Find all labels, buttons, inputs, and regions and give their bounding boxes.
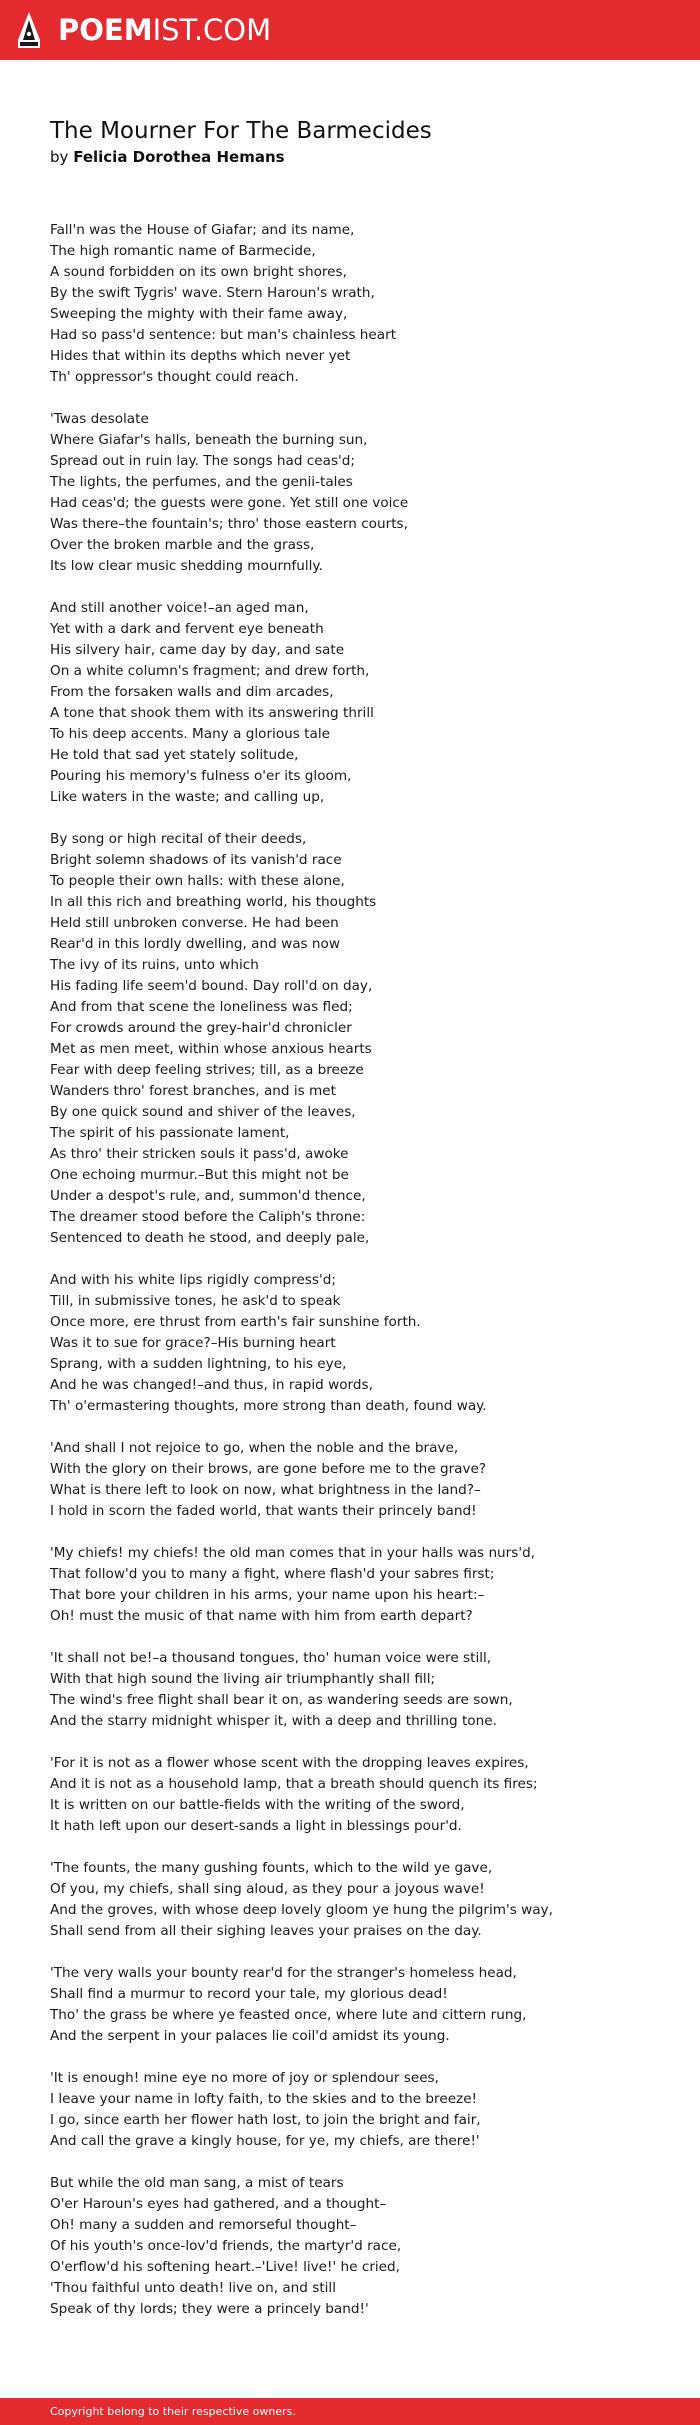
poem-line: To people their own halls: with these alone, (50, 873, 345, 889)
poem-line: I go, since earth her flower hath lost, to join the bright and fair, (50, 2112, 481, 2128)
site-logo-text[interactable] (58, 13, 271, 47)
poem-line: Under a despot's rule, and, summon'd thence, (50, 1188, 366, 1204)
poem-line: Th' o'ermastering thoughts, more strong than death, found way. (50, 1398, 487, 1414)
poem-line: Of his youth's once-lov'd friends, the martyr'd race, (50, 2238, 402, 2254)
poem-line: His silvery hair, came day by day, and sate (50, 642, 345, 658)
poem-line: Like waters in the waste; and calling up, (50, 789, 325, 805)
stanza (50, 1858, 670, 1942)
stanza (50, 2068, 670, 2152)
poem-line: O'erflow'd his softening heart.–'Live! live!' he cried, (50, 2259, 400, 2275)
poem-line: To his deep accents. Many a glorious tale (50, 726, 330, 742)
stanza (50, 220, 670, 388)
poem-line: That follow'd you to many a fight, where flash'd your sabres first; (50, 1566, 495, 1582)
poem-line: Sweeping the mighty with their fame away, (50, 306, 348, 322)
poem-line: Shall find a murmur to record your tale, my glorious dead! (50, 1986, 448, 2002)
poem-line: 'Twas desolate (50, 411, 149, 427)
poem-line: As thro' their stricken souls it pass'd, awoke (50, 1146, 349, 1162)
poem-line: One echoing murmur.–But this might not be (50, 1167, 349, 1183)
poem-line: 'It is enough! mine eye no more of joy or splendour sees, (50, 2070, 439, 2086)
poem-line: I hold in scorn the faded world, that wants their princely band! (50, 1503, 477, 1519)
poem-line: By song or high recital of their deeds, (50, 831, 307, 847)
poem-line: By one quick sound and shiver of the leaves, (50, 1104, 356, 1120)
stanza (50, 829, 670, 1249)
poem-line: Over the broken marble and the grass, (50, 537, 315, 553)
poem-line: 'My chiefs! my chiefs! the old man comes that in your halls was nurs'd, (50, 1545, 536, 1561)
brand-bold: POEM (58, 13, 153, 47)
poem-line: The wind's free flight shall bear it on, as wandering seeds are sown, (50, 1692, 513, 1708)
poem-line: 'It shall not be!–a thousand tongues, tho' human voice were still, (50, 1650, 492, 1666)
poem-line: Held still unbroken converse. He had been (50, 915, 339, 931)
by-label: by (50, 148, 69, 166)
poem-line: On a white column's fragment; and drew forth, (50, 663, 370, 679)
stanza (50, 1963, 670, 2047)
stanza (50, 1438, 670, 1522)
poem-line: Bright solemn shadows of its vanish'd race (50, 852, 342, 868)
poem-line: Oh! must the music of that name with him from earth depart? (50, 1608, 473, 1624)
poem-line: It hath left upon our desert-sands a light in blessings pour'd. (50, 1818, 462, 1834)
poem-line: Had ceas'd; the guests were gone. Yet still one voice (50, 495, 409, 511)
poem-line: With that high sound the living air triumphantly shall fill; (50, 1671, 436, 1687)
poem-line: Speak of thy lords; they were a princely band!' (50, 2301, 369, 2317)
poem-line: The high romantic name of Barmecide, (50, 243, 316, 259)
brand-light: IST.COM (152, 13, 272, 47)
poem-line: Sentenced to death he stood, and deeply pale, (50, 1230, 370, 1246)
poem-line: Th' oppressor's thought could reach. (50, 369, 299, 385)
poem-line: Wanders thro' forest branches, and is met (50, 1083, 336, 1099)
poem-line: That bore your children in his arms, your name upon his heart:– (50, 1587, 485, 1603)
poem-line: And with his white lips rigidly compress'd; (50, 1272, 336, 1288)
poem-line: I leave your name in lofty faith, to the skies and to the breeze! (50, 2091, 478, 2107)
poem-line: What is there left to look on now, what brightness in the land?– (50, 1482, 481, 1498)
poem-line: Had so pass'd sentence: but man's chainless heart (50, 327, 397, 343)
stanza (50, 409, 670, 577)
poem-line: 'The very walls your bounty rear'd for the stranger's homeless head, (50, 1965, 517, 1981)
poem-line: He told that sad yet stately solitude, (50, 747, 299, 763)
pen-nib-icon[interactable] (16, 10, 42, 50)
poem-line: 'The founts, the many gushing founts, which to the wild ye gave, (50, 1860, 493, 1876)
poem-line: From the forsaken walls and dim arcades, (50, 684, 334, 700)
stanza (50, 1753, 670, 1837)
poem-line: And it is not as a household lamp, that a breath should quench its fires; (50, 1776, 538, 1792)
poem-line: Spread out in ruin lay. The songs had ceas'd; (50, 453, 356, 469)
poem-title: The Mourner For The Barmecides (50, 118, 432, 144)
poem-line: And the starry midnight whisper it, with a deep and thrilling tone. (50, 1713, 497, 1729)
poem-line: The lights, the perfumes, and the genii-tales (50, 474, 353, 490)
poem-line: Rear'd in this lordly dwelling, and was now (50, 936, 340, 952)
poem-line: Shall send from all their sighing leaves your praises on the day. (50, 1923, 482, 1939)
poem-line: Oh! many a sudden and remorseful thought– (50, 2217, 357, 2233)
poem-line: 'And shall I not rejoice to go, when the noble and the brave, (50, 1440, 459, 1456)
poem-line: Fear with deep feeling strives; till, as a breeze (50, 1062, 364, 1078)
poem-line: A tone that shook them with its answering thrill (50, 705, 374, 721)
site-header (0, 0, 700, 60)
stanza (50, 598, 670, 808)
poem-line: With the glory on their brows, are gone before me to the grave? (50, 1461, 487, 1477)
poem-byline (50, 147, 285, 167)
poem-line: But while the old man sang, a mist of tears (50, 2175, 344, 2191)
poem-line: A sound forbidden on its own bright shores, (50, 264, 347, 280)
poem-line: Pouring his memory's fulness o'er its gloom, (50, 768, 352, 784)
poem-line: Till, in submissive tones, he ask'd to speak (50, 1293, 341, 1309)
poem-line: For crowds around the grey-hair'd chronicler (50, 1020, 352, 1036)
poem-line: Hides that within its depths which never yet (50, 348, 351, 364)
poem-line: The spirit of his passionate lament, (50, 1125, 290, 1141)
poem-line: Yet with a dark and fervent eye beneath (50, 621, 324, 637)
poem-line: And the serpent in your palaces lie coil'd amidst its young. (50, 2028, 450, 2044)
stanza (50, 1543, 670, 1627)
poem-line: Was there–the fountain's; thro' those eastern courts, (50, 516, 408, 532)
poem-line: O'er Haroun's eyes had gathered, and a thought– (50, 2196, 387, 2212)
poem-body (50, 220, 670, 2341)
poem-line: And still another voice!–an aged man, (50, 600, 309, 616)
poem-line: In all this rich and breathing world, his thoughts (50, 894, 377, 910)
poem-line: Once more, ere thrust from earth's fair sunshine forth. (50, 1314, 421, 1330)
poem-line: And from that scene the loneliness was fled; (50, 999, 353, 1015)
stanza (50, 2173, 670, 2320)
poem-line: And the groves, with whose deep lovely gloom ye hung the pilgrim's way, (50, 1902, 553, 1918)
poem-line: Where Giafar's halls, beneath the burning sun, (50, 432, 368, 448)
poem-line: And he was changed!–and thus, in rapid words, (50, 1377, 373, 1393)
poem-line: And call the grave a kingly house, for ye, my chiefs, are there!' (50, 2133, 480, 2149)
stanza (50, 1648, 670, 1732)
poem-line: The dreamer stood before the Caliph's throne: (50, 1209, 366, 1225)
copyright-text: Copyright belong to their respective owners. (50, 2405, 296, 2418)
poem-line: Tho' the grass be where ye feasted once, where lute and cittern rung, (50, 2007, 527, 2023)
poem-line: 'For it is not as a flower whose scent with the dropping leaves expires, (50, 1755, 529, 1771)
poem-line: His fading life seem'd bound. Day roll'd on day, (50, 978, 373, 994)
poem-author: Felicia Dorothea Hemans (73, 148, 285, 166)
poem-line: Of you, my chiefs, shall sing aloud, as they pour a joyous wave! (50, 1881, 485, 1897)
poem-line: It is written on our battle-fields with the writing of the sword, (50, 1797, 465, 1813)
stanza (50, 1270, 670, 1417)
poem-line: Sprang, with a sudden lightning, to his eye, (50, 1356, 347, 1372)
site-footer (0, 2398, 700, 2425)
poem-line: Was it to sue for grace?–His burning heart (50, 1335, 336, 1351)
poem-line: Met as men meet, within whose anxious hearts (50, 1041, 372, 1057)
poem-line: By the swift Tygris' wave. Stern Haroun's wrath, (50, 285, 375, 301)
poem-line: 'Thou faithful unto death! live on, and still (50, 2280, 336, 2296)
poem-line: Its low clear music shedding mournfully. (50, 558, 323, 574)
poem-line: Fall'n was the House of Giafar; and its name, (50, 222, 355, 238)
poem-line: The ivy of its ruins, unto which (50, 957, 259, 973)
